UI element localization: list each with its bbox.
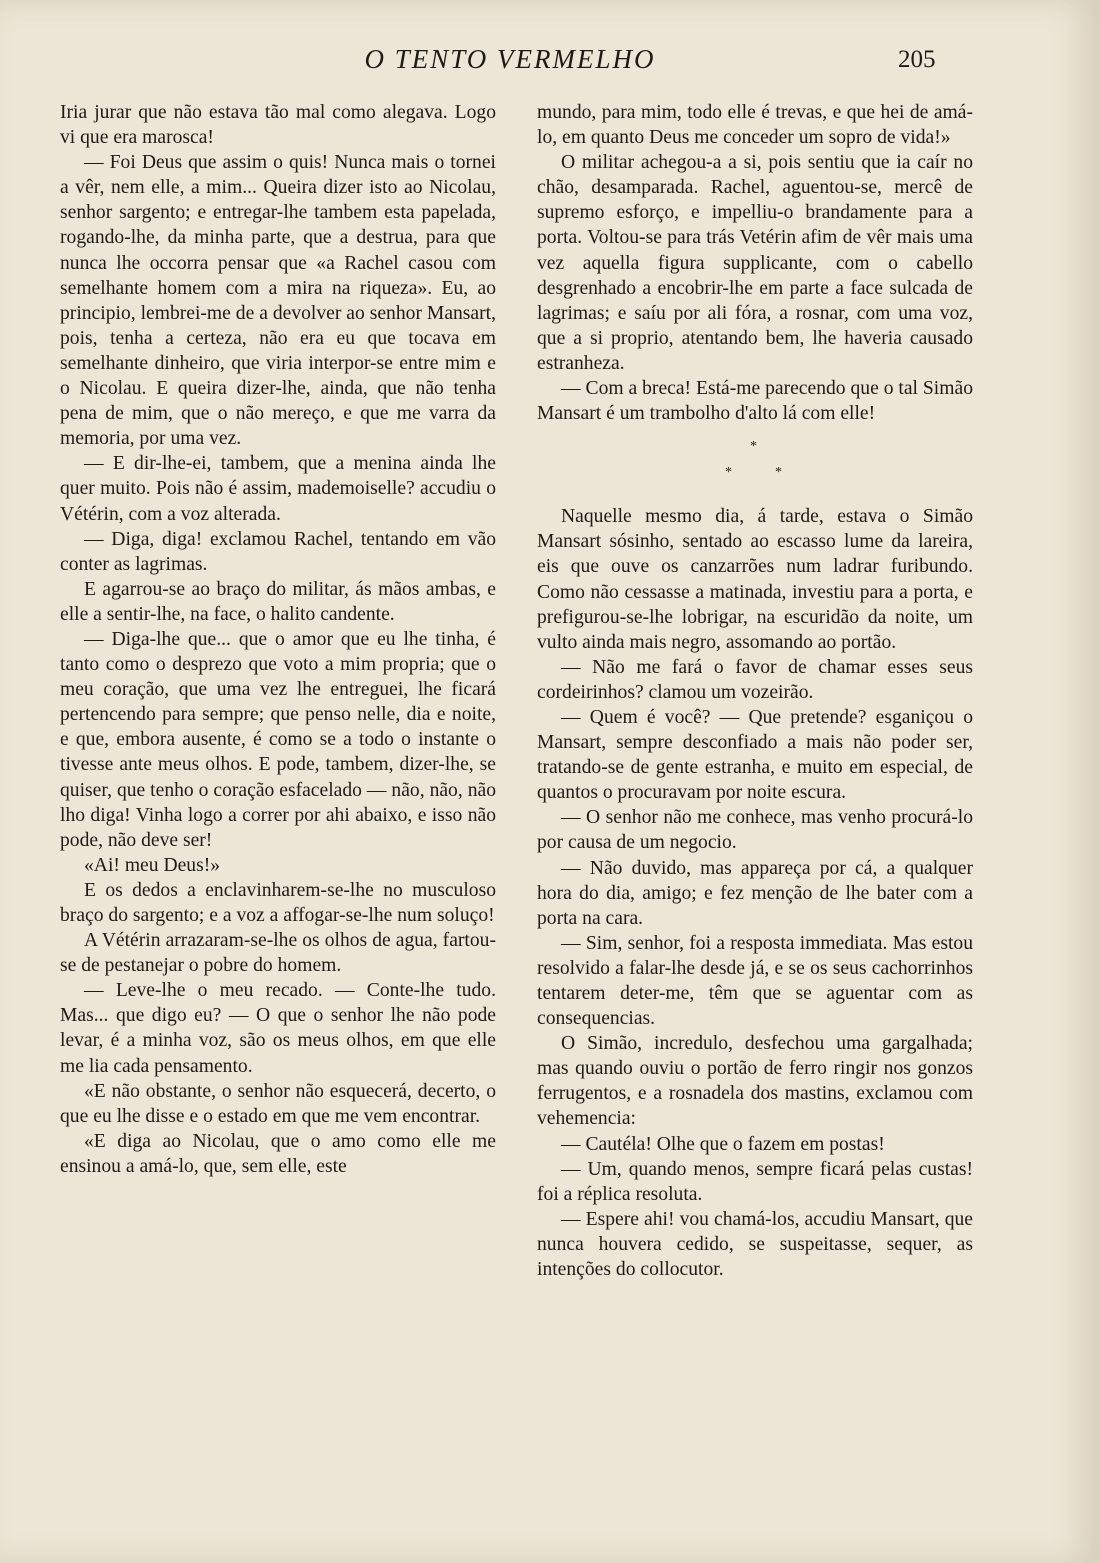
paragraph: A Vétérin arrazaram-se-lhe os olhos de agua, fartou-se de pestanejar o pobre do homem. — [60, 930, 496, 977]
asterism-star: * — [750, 439, 757, 455]
paragraph: — Sim, senhor, foi a resposta immediata. Mas estou resolvido a falar-lhe desde já, e se os seus cachorrinhos tentarem deter-me, têm que se aguentar com as consequencias. — [537, 932, 973, 1030]
paragraph: — O senhor não me conhece, mas venho procurá-lo por causa de um negocio. — [537, 807, 973, 854]
right-column — [537, 100, 973, 1282]
running-title: O TENTO VERMELHO — [364, 44, 656, 74]
page-header — [0, 44, 1100, 84]
paragraph: — Foi Deus que assim o quis! Nunca mais o tornei a vêr, nem elle, a mim... Queira dizer isto ao Nicolau, senhor sargento; e entregar-lhe tambem esta papelada, rogando-lhe, da minha parte, que a destrua, para que nunca lhe occorra pensar que «a Rachel casou com semelhante homem com a mira na riqueza». Eu, ao principio, lembrei-me de a devolver ao senhor Mansart, pois, tenha a certeza, não era eu que tocava em semelhante dinheiro, que viria interpor-se entre mim e o Nicolau. E queira dizer-lhe, ainda, que não tenha pena de mim, que o não mereço, e que me varra da memoria, por uma vez. — [60, 152, 496, 450]
paragraph: — Não duvido, mas appareça por cá, a qualquer hora do dia, amigo; e fez menção de lhe bater com a porta na cara. — [537, 857, 973, 929]
page-number: 205 — [898, 46, 936, 73]
paragraph: E os dedos a enclavinharem-se-lhe no musculoso braço do sargento; e a voz a affogar-se-lhe num soluço! — [60, 879, 496, 926]
paragraph: — Leve-lhe o meu recado. — Conte-lhe tudo. Mas... que digo eu? — O que o senhor lhe não pode levar, é a minha voz, são os meus olhos, em que elle me lia cada pensamento. — [60, 980, 496, 1077]
paragraph: — Diga-lhe que... que o amor que eu lhe tinha, é tanto como o desprezo que voto a mim propria; que o meu coração, que uma vez lhe entreguei, lhe ficará pertencendo para sempre; que penso nelle, dia e noite, e que, embora ausente, é como se a todo o instante o tivesse ante meus olhos. E pode, tambem, dizer-lhe, se quiser, que tenho o coração esfacelado — não, não, não lho diga! Vinha logo a correr por ahi abaixo, e isso não pode, não deve ser! — [60, 628, 496, 851]
paragraph: E agarrou-se ao braço do militar, ás mãos ambas, e elle a sentir-lhe, na face, o halito candente. — [60, 578, 496, 625]
section-divider — [537, 426, 973, 504]
paragraph: — Um, quando menos, sempre ficará pelas custas! foi a réplica resoluta. — [537, 1158, 973, 1205]
asterism-star: * — [775, 465, 782, 481]
paragraph: O Simão, incredulo, desfechou uma gargalhada; mas quando ouviu o portão de ferro ringir nos gonzos ferrugentos, e a rosnadela dos mastins, exclamou com vehemencia: — [537, 1033, 973, 1130]
paragraph: — Com a breca! Está-me parecendo que o tal Simão Mansart é um trambolho d'alto lá com elle! — [537, 378, 973, 425]
paragraph: — Cautéla! Olhe que o fazem em postas! — [561, 1133, 885, 1155]
paragraph: Naquelle mesmo dia, á tarde, estava o Simão Mansart sósinho, sentado ao escasso lume da lareira, eis que ouve os canzarrões num ladrar furibundo. Como não cessasse a matinada, investiu para a porta, e prefigurou-se-lhe lobrigar, na escuridão da noite, um vulto ainda mais negro, assomando ao portão. — [537, 506, 973, 653]
paragraph: — E dir-lhe-ei, tambem, que a menina ainda lhe quer muito. Pois não é assim, mademoiselle? accudiu o Vétérin, com a voz alterada. — [60, 453, 496, 525]
paragraph: «E diga ao Nicolau, que o amo como elle me ensinou a amá-lo, que, sem elle, este — [60, 1130, 496, 1177]
paragraph: — Quem é você? — Que pretende? esganiçou o Mansart, sempre desconfiado a mais não poder ser, tratando-se de gente estranha, e muito em especial, de quantos o procuravam por noite escura. — [537, 706, 973, 804]
paragraph: «E não obstante, o senhor não esquecerá, decerto, o que eu lhe disse e o estado em que me vem encontrar. — [60, 1080, 496, 1127]
paragraph: Iria jurar que não estava tão mal como alegava. Logo vi que era marosca! — [60, 102, 496, 149]
paragraph: — Diga, diga! exclamou Rachel, tentando em vão conter as lagrimas. — [60, 528, 496, 575]
paragraph: — Espere ahi! vou chamá-los, accudiu Mansart, que nunca houvera cedido, se suspeitasse, sequer, as intenções do collocutor. — [537, 1208, 973, 1281]
paragraph: «Ai! meu Deus!» — [84, 854, 221, 876]
left-column — [60, 100, 496, 1179]
asterism-star: * — [725, 465, 732, 481]
paragraph: O militar achegou-a a si, pois sentiu que ia caír no chão, desamparada. Rachel, aguentou-se, mercê de supremo esforço, e impelliu-o brandamente para a porta. Voltou-se para trás Vetérin afim de vêr mais uma vez aquella figura supplicante, com o cabello desgrenhado a encobrir-lhe em parte a face sulcada de lagrimas; e saíu por ali fóra, a rosnar, com uma voz, que a si proprio, atentando bem, lhe haveria causado estranheza. — [537, 152, 973, 374]
paragraph: — Não me fará o favor de chamar esses seus cordeirinhos? clamou um vozeirão. — [537, 656, 973, 703]
paragraph: mundo, para mim, todo elle é trevas, e que hei de amá-lo, em quanto Deus me conceder um sopro de vida!» — [537, 102, 973, 149]
